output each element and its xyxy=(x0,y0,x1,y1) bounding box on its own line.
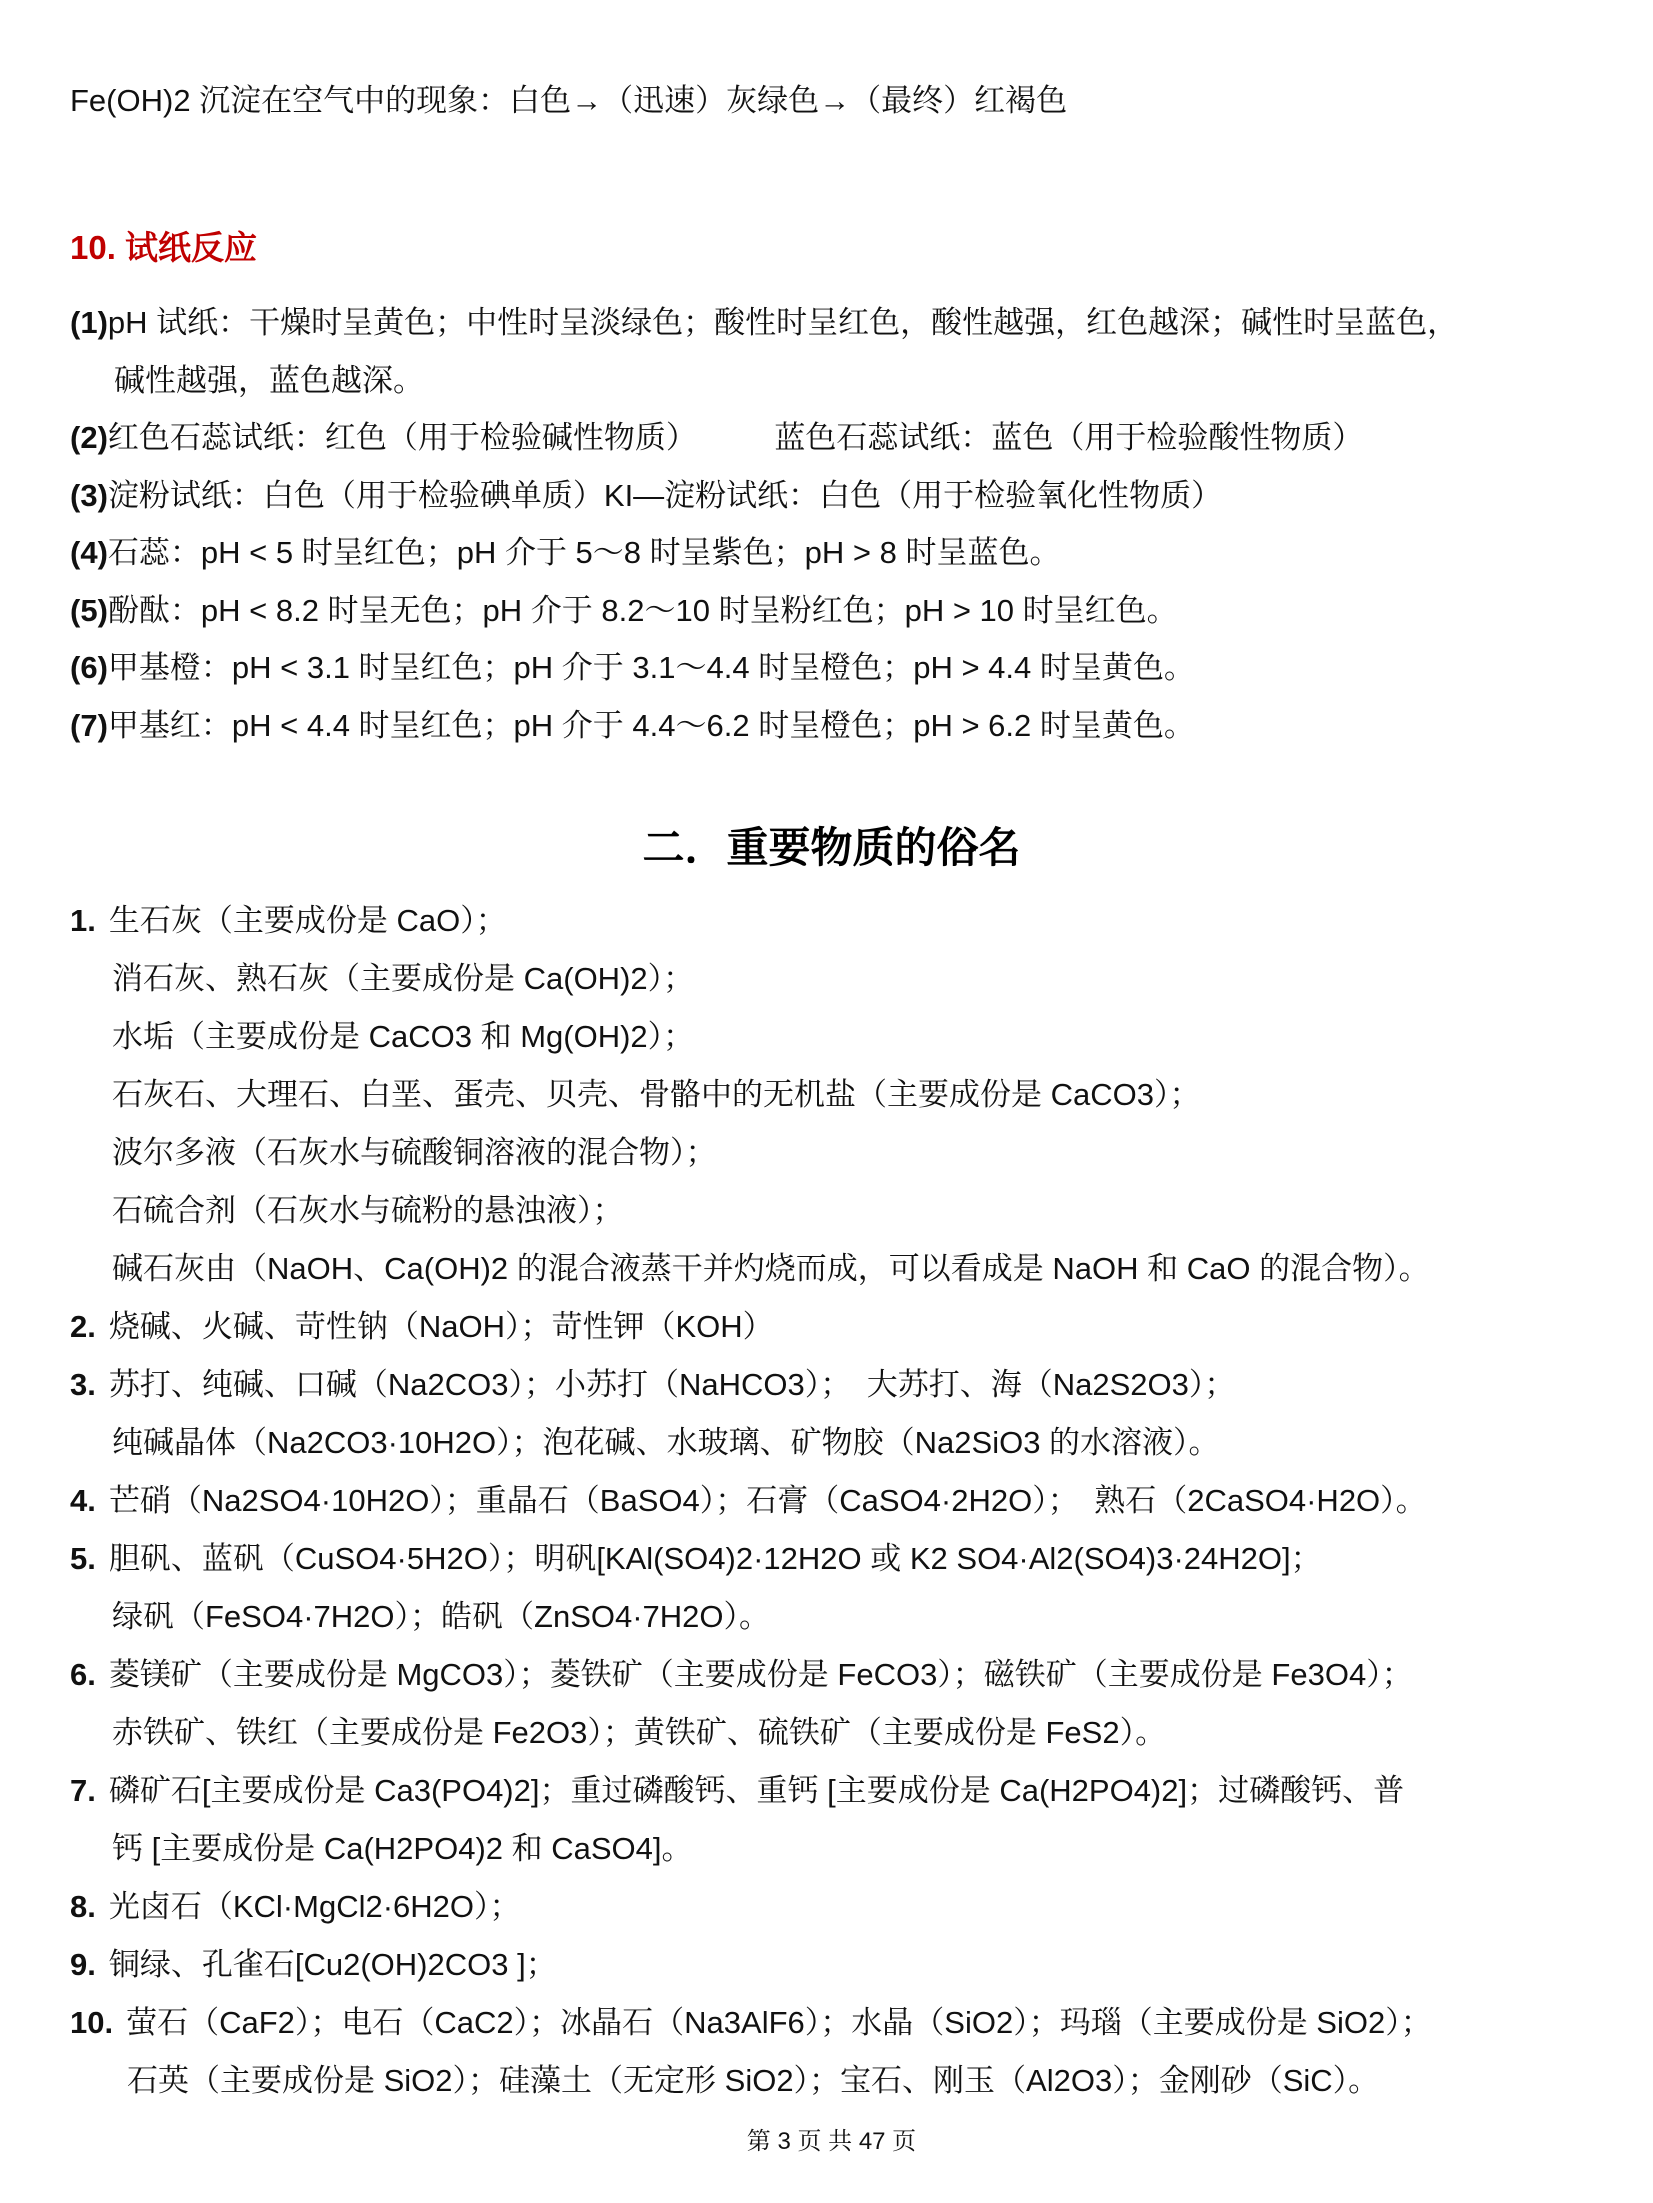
item-text: 石英（主要成份是 SiO2）；硅藻土（无定形 SiO2）；宝石、刚玉（Al2O3）；金刚砂（SiC）。 xyxy=(127,2063,1380,2098)
section2-line xyxy=(70,1878,1593,1936)
section2-list xyxy=(70,892,1593,2110)
item-text: 生石灰（主要成份是 CaO）； xyxy=(108,903,507,938)
intro-line: Fe(OH)2 沉淀在空气中的现象：白色→（迅速）灰绿色→（最终）红褐色 xyxy=(70,83,1068,118)
section2-line xyxy=(70,950,1593,1008)
item-number: 9. xyxy=(70,1947,96,1982)
item-text: 铜绿、孔雀石[Cu2(OH)2CO3 ]； xyxy=(108,1947,557,1982)
item-text: 光卤石（KCl·MgCl2·6H2O）； xyxy=(108,1889,521,1924)
item-text: 碱石灰由（NaOH、Ca(OH)2 的混合液蒸干并灼烧而成，可以看成是 NaOH 和 CaO 的混合物）。 xyxy=(112,1251,1430,1286)
section2-line xyxy=(70,892,1593,950)
item-number: 8. xyxy=(70,1889,96,1924)
item-text: 石灰石、大理石、白垩、蛋壳、贝壳、骨骼中的无机盐（主要成份是 CaCO3）； xyxy=(112,1077,1201,1112)
item-text: 芒硝（Na2SO4·10H2O）；重晶石（BaSO4）；石膏（CaSO4·2H2O）； 熟石（2CaSO4·H2O）。 xyxy=(108,1483,1427,1518)
item-number: (7) xyxy=(70,707,108,743)
item-text: 纯碱晶体（Na2CO3·10H2O）；泡花碱、水玻璃、矿物胶（Na2SiO3 的水溶液）。 xyxy=(112,1425,1220,1460)
section2-line xyxy=(70,1936,1593,1994)
item-text: pH 试纸：干燥时呈黄色；中性时呈淡绿色；酸性时呈红色，酸性越强，红色越深；碱性时呈蓝色， xyxy=(107,305,1459,340)
section10-line xyxy=(70,697,1593,755)
item-text: 甲基橙：pH < 3.1 时呈红色；pH 介于 3.1～4.4 时呈橙色；pH > 4.4 时呈黄色。 xyxy=(107,650,1195,685)
item-number: 7. xyxy=(70,1773,96,1808)
section10-line xyxy=(70,582,1593,640)
section2-line xyxy=(70,1008,1593,1066)
item-text: 苏打、纯碱、口碱（Na2CO3）；小苏打（NaHCO3）； 大苏打、海（Na2S2O3）； xyxy=(108,1367,1236,1402)
section2-line xyxy=(70,1762,1593,1820)
section2-line xyxy=(70,1994,1593,2052)
section2-line xyxy=(70,1356,1593,1414)
section2-line xyxy=(70,1066,1593,1124)
item-text: 石硫合剂（石灰水与硫粉的悬浊液）； xyxy=(112,1193,624,1228)
item-text: 绿矾（FeSO4·7H2O）；皓矾（ZnSO4·7H2O）。 xyxy=(112,1599,771,1634)
item-number: (6) xyxy=(70,650,108,685)
item-number: (1) xyxy=(70,305,108,340)
page-footer: 第 3 页 共 47 页 xyxy=(746,2128,917,2155)
item-text: 胆矾、蓝矾（CuSO4·5H2O）；明矾[KAl(SO4)2·12H2O 或 K2 SO4·Al2(SO4)3·24H2O]； xyxy=(108,1541,1322,1576)
item-number: (4) xyxy=(70,535,108,570)
item-number: (5) xyxy=(70,592,108,628)
item-number: 6. xyxy=(70,1657,96,1692)
section10-line xyxy=(70,524,1593,582)
section10-list xyxy=(70,294,1593,754)
item-text: 红色石蕊试纸：红色（用于检验碱性物质） 蓝色石蕊试纸：蓝色（用于检验酸性物质） xyxy=(107,420,1364,455)
item-number: 10. xyxy=(70,2005,114,2040)
section2-line xyxy=(70,1182,1593,1240)
section2-line xyxy=(70,1820,1593,1878)
item-number: 1. xyxy=(70,903,96,938)
item-text: 萤石（CaF2）；电石（CaC2）；冰晶石（Na3AlF6）；水晶（SiO2）；玛瑙（主要成份是 SiO2）； xyxy=(126,2005,1432,2040)
item-number: (3) xyxy=(70,477,108,513)
section2-line xyxy=(70,1588,1593,1646)
item-text: 酚酞：pH < 8.2 时呈无色；pH 介于 8.2～10 时呈粉红色；pH > 10 时呈红色。 xyxy=(107,592,1178,628)
section2-line xyxy=(70,1298,1593,1356)
item-text: 磷矿石[主要成份是 Ca3(PO4)2]；重过磷酸钙、重钙 [主要成份是 Ca(H2PO4)2]；过磷酸钙、普 xyxy=(108,1773,1405,1808)
section2-line xyxy=(70,1704,1593,1762)
item-number: 4. xyxy=(70,1483,96,1518)
section10-line xyxy=(70,409,1593,467)
item-number: 3. xyxy=(70,1367,96,1402)
item-text: 消石灰、熟石灰（主要成份是 Ca(OH)2）； xyxy=(112,961,695,996)
item-text: 石蕊：pH < 5 时呈红色；pH 介于 5～8 时呈紫色；pH > 8 时呈蓝色。 xyxy=(107,535,1061,570)
section2-line xyxy=(70,1414,1593,1472)
section2-line xyxy=(70,2052,1593,2110)
section10-line xyxy=(70,639,1593,697)
section10-heading: 10. 试纸反应 xyxy=(70,229,258,266)
section2-line xyxy=(70,1124,1593,1182)
section10-line xyxy=(70,352,1593,410)
item-number: 5. xyxy=(70,1541,96,1576)
item-text: 波尔多液（石灰水与硫酸铜溶液的混合物）； xyxy=(112,1135,717,1170)
section2-line xyxy=(70,1646,1593,1704)
section2-line xyxy=(70,1530,1593,1588)
item-text: 甲基红：pH < 4.4 时呈红色；pH 介于 4.4～6.2 时呈橙色；pH > 6.2 时呈黄色。 xyxy=(107,707,1195,743)
item-number: 2. xyxy=(70,1309,96,1344)
item-text: 钙 [主要成份是 Ca(H2PO4)2 和 CaSO4]。 xyxy=(112,1831,693,1866)
section10-line xyxy=(70,294,1593,352)
item-text: 水垢（主要成份是 CaCO3 和 Mg(OH)2）； xyxy=(112,1019,695,1054)
section2-line xyxy=(70,1472,1593,1530)
item-number: (2) xyxy=(70,420,108,455)
item-text: 淀粉试纸：白色（用于检验碘单质）KI—淀粉试纸：白色（用于检验氧化性物质） xyxy=(107,477,1223,513)
section10-line xyxy=(70,467,1593,525)
item-text: 碱性越强，蓝色越深。 xyxy=(114,362,424,398)
item-text: 菱镁矿（主要成份是 MgCO3）；菱铁矿（主要成份是 FeCO3）；磁铁矿（主要成份是 Fe3O4）； xyxy=(108,1657,1413,1692)
section2-heading: 二．重要物质的俗名 xyxy=(642,824,1021,871)
item-text: 赤铁矿、铁红（主要成份是 Fe2O3）；黄铁矿、硫铁矿（主要成份是 FeS2）。 xyxy=(112,1715,1167,1750)
item-text: 烧碱、火碱、苛性钠（NaOH）；苛性钾（KOH） xyxy=(108,1309,774,1344)
section2-line xyxy=(70,1240,1593,1298)
